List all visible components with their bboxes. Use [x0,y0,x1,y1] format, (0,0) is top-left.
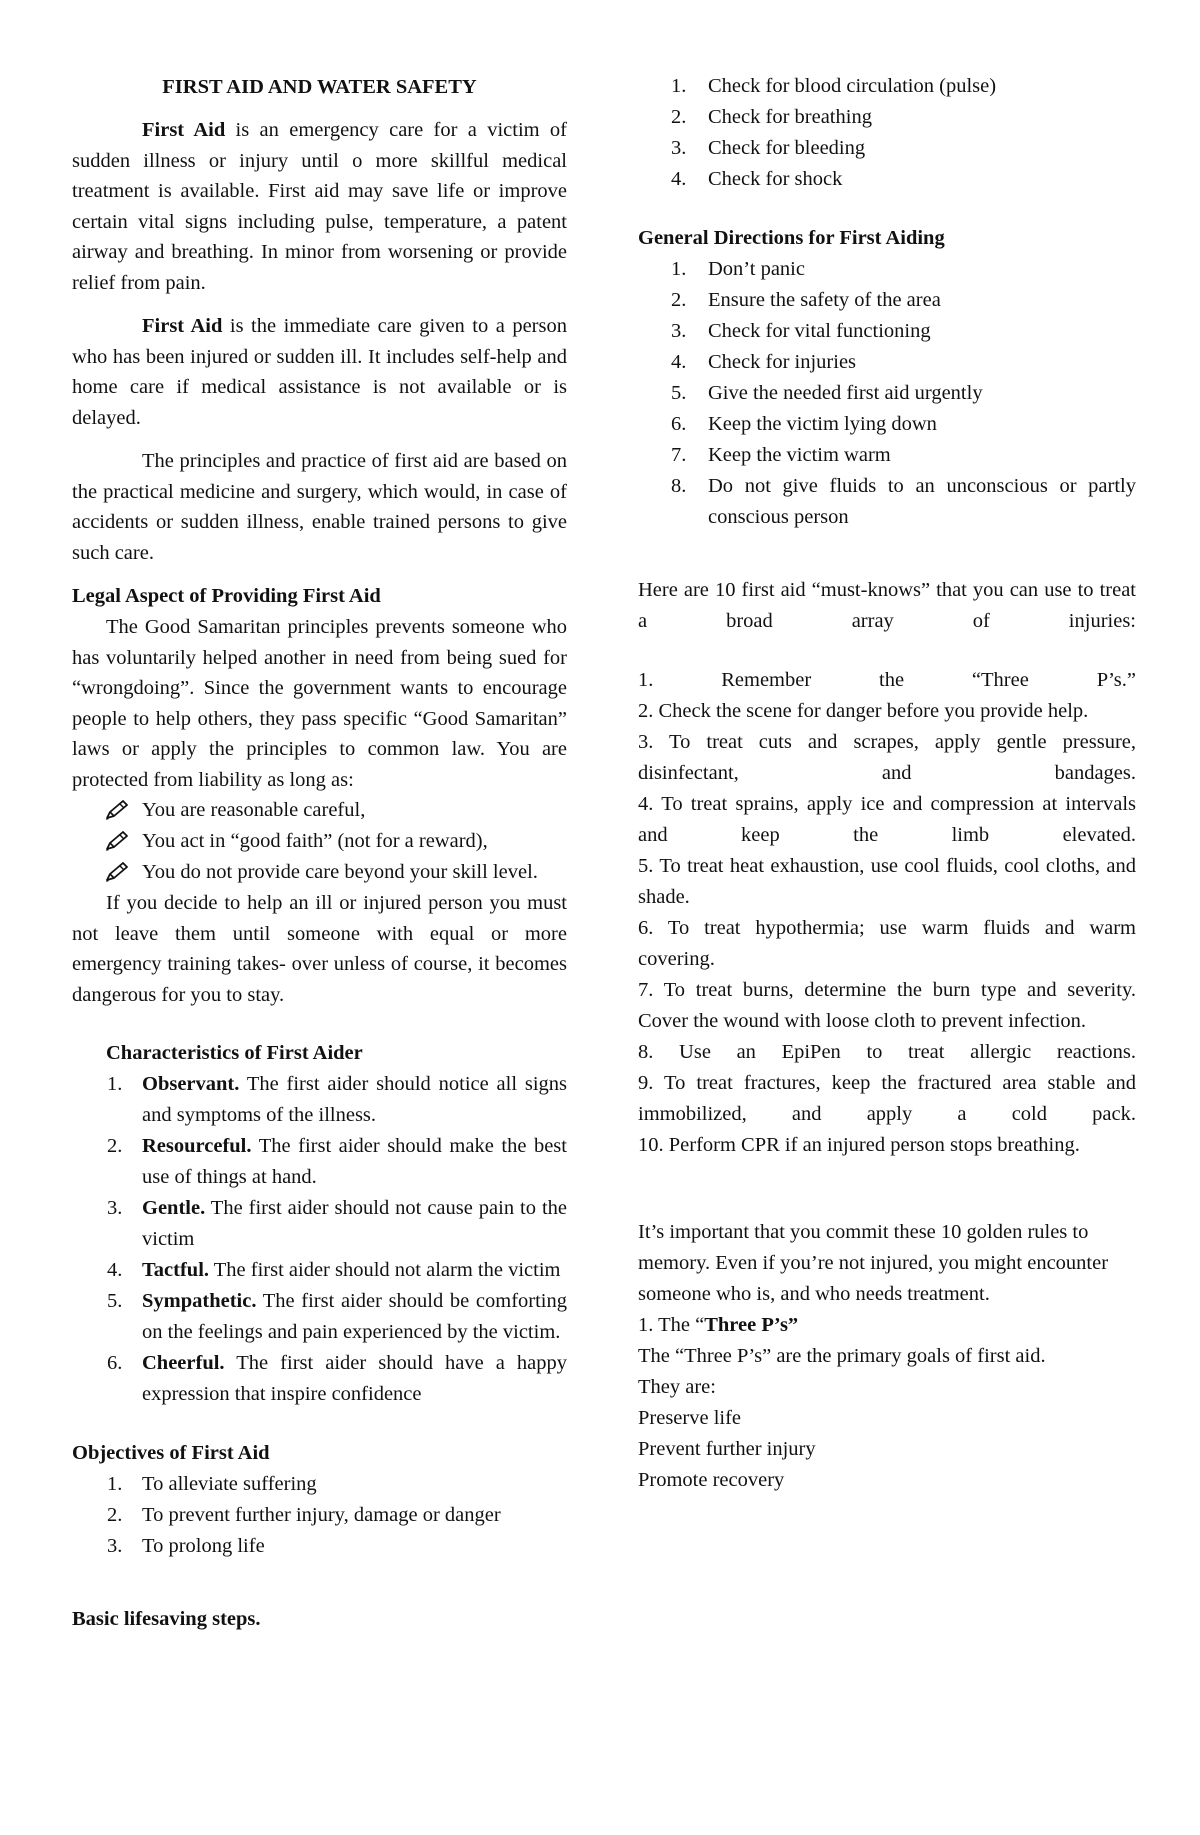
characteristic-term: Cheerful. [142,1352,225,1374]
basic-steps-heading: Basic lifesaving steps. [72,1608,261,1630]
list-number: 5. [107,1290,123,1312]
list-number: 3. [671,320,687,342]
list-number: 4. [671,351,687,373]
list-item [638,164,1136,195]
list-item-text: The first aider should have a happy expression that inspire confidence [142,1352,567,1405]
list-item-text: Check for injuries [708,351,857,373]
spacer [638,1161,1136,1203]
list-number: 8. [671,475,687,497]
list-item [638,471,1136,533]
legal-bullet-list [72,795,567,888]
list-item-text: To alleviate suffering [142,1473,317,1495]
list-item [638,347,1136,378]
list-item: 5. To treat heat exhaustion, use cool fluids, cool cloths, and shade. [638,855,1136,908]
goal-item: Promote recovery [638,1469,785,1491]
list-number: 2. [671,289,687,311]
list-item-text: Check for breathing [708,106,872,128]
characteristics-list [72,1069,567,1410]
list-item-text: The first aider should not alarm the victim [209,1259,561,1281]
intro-paragraph-3: The principles and practice of first aid are based on the practical medicine and surgery, which would, in case of accidents or sudden illness, enable trained persons to give such care. [72,450,567,564]
they-are-label: They are: [638,1376,716,1398]
list-item-text: You are reasonable careful, [142,799,366,821]
intro-paragraph-2 [72,311,567,433]
list-item [638,378,1136,409]
list-number: 2. [671,106,687,128]
must-knows-list [638,665,1136,1161]
list-number: 1. [671,75,687,97]
three-ps-prefix: 1. The “ [638,1314,705,1336]
list-item: 10. Perform CPR if an injured person stops breathing. [638,1134,1080,1156]
spacer [72,1562,567,1604]
goal-item: Prevent further injury [638,1438,816,1460]
list-number: 2. [107,1135,123,1157]
spacer [638,1203,1136,1217]
list-item [638,254,1136,285]
list-number: 3. [107,1197,123,1219]
list-number: 3. [671,137,687,159]
document-title: FIRST AID AND WATER SAFETY [162,76,477,98]
pencil-icon [104,799,130,821]
list-number: 4. [107,1259,123,1281]
spacer [72,1410,567,1438]
list-number: 2. [107,1504,123,1526]
three-ps-description: The “Three P’s” are the primary goals of first aid. [638,1345,1046,1367]
spacer [72,1010,567,1038]
list-number: 6. [107,1352,123,1374]
list-item-text: Ensure the safety of the area [708,289,941,311]
list-item [72,1255,567,1286]
list-item [638,316,1136,347]
general-directions-list [638,254,1136,533]
goal-item: Preserve life [638,1407,742,1429]
list-item [638,133,1136,164]
list-item-text: The first aider should notice all signs and symptoms of the illness. [142,1073,567,1126]
list-item [72,1131,567,1193]
characteristic-term: Resourceful. [142,1135,252,1157]
list-item [638,440,1136,471]
first-aid-term: First Aid [142,315,223,337]
spacer [638,637,1136,665]
list-item: 4. To treat sprains, apply ice and compression at intervals and keep the limb elevated. [638,793,1136,846]
list-item-text: The first aider should not cause pain to the victim [142,1197,567,1250]
list-item-text: The first aider should be comforting on the feelings and pain experienced by the victim. [142,1290,567,1343]
characteristics-heading: Characteristics of First Aider [106,1042,363,1064]
list-item [72,857,567,888]
list-number: 4. [671,168,687,190]
legal-heading: Legal Aspect of Providing First Aid [72,585,381,607]
list-item [638,102,1136,133]
list-item-text: To prevent further injury, damage or danger [142,1504,501,1526]
list-item [638,409,1136,440]
list-item-text: To prolong life [142,1535,265,1557]
list-item [72,1348,567,1410]
left-column [72,0,567,1635]
intro-paragraph-1 [72,115,567,298]
list-item: 8. Use an EpiPen to treat allergic reactions. [638,1041,1136,1063]
list-item: 6. To treat hypothermia; use warm fluids and warm covering. [638,917,1136,970]
list-item: 1. Remember the “Three P’s.” [638,669,1136,691]
spacer [638,195,1136,223]
legal-paragraph: The Good Samaritan principles prevents someone who has voluntarily helped another in need from being sued for “wrongdoing”. Since the government wants to encourage people to help others, they pass specific “Good Samaritan” laws or apply the principles to common law. You are protected from liability as long as: [72,616,567,791]
legal-after-paragraph: If you decide to help an ill or injured person you must not leave them until someone with equal or more emergency training takes- over unless of course, it becomes dangerous for you to stay. [72,892,567,1006]
list-item: 9. To treat fractures, keep the fractured area stable and immobilized, and apply a cold pack. [638,1072,1136,1125]
characteristic-term: Sympathetic. [142,1290,257,1312]
first-aid-term: First Aid [142,119,226,141]
list-item [72,1286,567,1348]
list-item-text: Check for shock [708,168,843,190]
list-item-text: Check for bleeding [708,137,866,159]
characteristic-term: Tactful. [142,1259,210,1281]
list-item-text: Don’t panic [708,258,805,280]
list-number: 3. [107,1535,123,1557]
list-item-text: Check for blood circulation (pulse) [708,75,997,97]
list-item-text: Check for vital functioning [708,320,931,342]
list-item-text: Give the needed first aid urgently [708,382,983,404]
list-number: 1. [671,258,687,280]
list-item-text: The first aider should make the best use of things at hand. [142,1135,567,1188]
objectives-list [72,1469,567,1562]
objectives-heading: Objectives of First Aid [72,1442,270,1464]
list-item [72,1069,567,1131]
pencil-icon [104,830,130,852]
list-item: 2. Check the scene for danger before you provide help. [638,700,1089,722]
list-item [72,1531,567,1562]
pencil-icon [104,861,130,883]
list-item [638,285,1136,316]
paragraph-text: is the immediate care given to a person who has been injured or sudden ill. It includes self-help and home care if medical assistance is not available or is delayed. [72,315,567,429]
list-item-text: Do not give fluids to an unconscious or partly conscious person [708,475,1136,528]
spacer [638,533,1136,575]
golden-rules-paragraph: It’s important that you commit these 10 golden rules to memory. Even if you’re not injured, you might encounter someone who is, and who needs treatment. [638,1221,1109,1305]
list-item [72,795,567,826]
list-item [72,826,567,857]
list-number: 1. [107,1073,123,1095]
list-item-text: Keep the victim lying down [708,413,937,435]
list-item [72,1469,567,1500]
list-item: 3. To treat cuts and scrapes, apply gentle pressure, disinfectant, and bandages. [638,731,1136,784]
lifesaving-steps-list [638,71,1136,195]
list-number: 5. [671,382,687,404]
list-item-text: You act in “good faith” (not for a reward), [142,830,488,852]
list-item: 7. To treat burns, determine the burn type and severity. Cover the wound with loose cloth to prevent infection. [638,979,1136,1032]
list-item-text: You do not provide care beyond your skill level. [142,861,538,883]
list-item-text: Keep the victim warm [708,444,891,466]
list-item [72,1193,567,1255]
list-number: 1. [107,1473,123,1495]
characteristic-term: Gentle. [142,1197,206,1219]
must-knows-intro: Here are 10 first aid “must-knows” that you can use to treat a broad array of injuries: [638,579,1136,632]
list-item [638,71,1136,102]
characteristic-term: Observant. [142,1073,240,1095]
paragraph-text: is an emergency care for a victim of sudden illness or injury until o more skillful medical treatment is available. First aid may save life or improve certain vital signs including pulse, temperature, a patent airway and breathing. In minor from worsening or provide relief from pain. [72,119,567,294]
list-number: 7. [671,444,687,466]
list-number: 6. [671,413,687,435]
three-ps-term: Three P’s” [704,1314,799,1336]
general-directions-heading: General Directions for First Aiding [638,227,945,249]
three-ps-heading [638,1310,1136,1341]
right-column [638,0,1136,1496]
list-item [72,1500,567,1531]
